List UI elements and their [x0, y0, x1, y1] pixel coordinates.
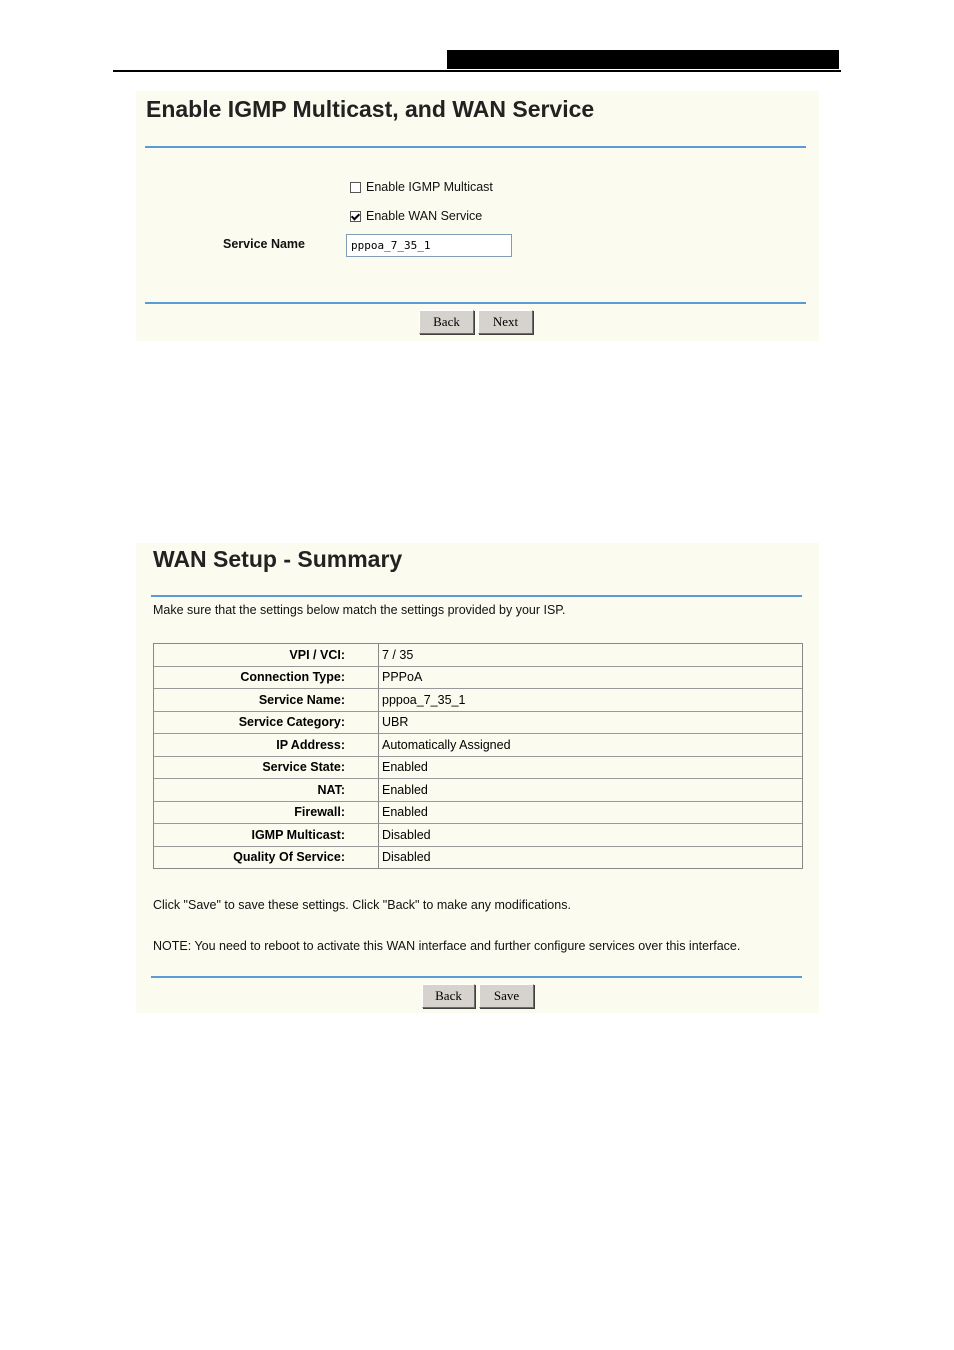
- divider-bottom: [151, 976, 802, 978]
- row-key: Service Name:: [153, 689, 378, 712]
- summary-title: WAN Setup - Summary: [153, 546, 403, 572]
- row-key: Service Category:: [153, 712, 378, 735]
- next-button[interactable]: Next: [478, 310, 533, 334]
- summary-table: [153, 643, 803, 869]
- divider-top: [151, 595, 802, 597]
- row-value: Enabled: [378, 757, 802, 780]
- row-key: NAT:: [153, 779, 378, 802]
- row-value: Disabled: [378, 824, 802, 847]
- igmp-multicast-label: Enable IGMP Multicast: [366, 180, 493, 194]
- row-value: PPPoA: [378, 667, 802, 690]
- header-rule: [113, 70, 841, 72]
- back-button[interactable]: Back: [422, 984, 475, 1008]
- table-row: [153, 757, 802, 780]
- row-key: IP Address:: [153, 734, 378, 757]
- row-value: 7 / 35: [378, 644, 802, 667]
- row-key: Quality Of Service:: [153, 847, 378, 869]
- intro-text: Make sure that the settings below match the settings provided by your ISP.: [153, 603, 566, 617]
- wan-summary-panel: [136, 543, 819, 1013]
- back-button[interactable]: Back: [419, 310, 474, 334]
- row-value: pppoa_7_35_1: [378, 689, 802, 712]
- page-title: Enable IGMP Multicast, and WAN Service: [146, 96, 595, 122]
- table-row: [153, 689, 802, 712]
- row-key: Firewall:: [153, 802, 378, 825]
- service-name-input[interactable]: [346, 234, 512, 257]
- table-row: [153, 847, 802, 869]
- header-bar: [447, 50, 839, 69]
- row-value: Enabled: [378, 779, 802, 802]
- note-text: NOTE: You need to reboot to activate this WAN interface and further configure services over this interface.: [153, 939, 741, 953]
- save-hint-text: Click "Save" to save these settings. Click "Back" to make any modifications.: [153, 898, 571, 912]
- table-row: [153, 734, 802, 757]
- row-key: Connection Type:: [153, 667, 378, 690]
- row-value: Enabled: [378, 802, 802, 825]
- table-row: [153, 824, 802, 847]
- table-row: [153, 779, 802, 802]
- row-value: Disabled: [378, 847, 802, 869]
- wan-service-checkbox[interactable]: [350, 211, 361, 222]
- divider-top: [145, 146, 806, 148]
- table-row: [153, 712, 802, 735]
- row-key: IGMP Multicast:: [153, 824, 378, 847]
- row-key: VPI / VCI:: [153, 644, 378, 667]
- wan-service-option[interactable]: [350, 209, 482, 223]
- row-value: UBR: [378, 712, 802, 735]
- wan-service-label: Enable WAN Service: [366, 209, 483, 223]
- table-row: [153, 644, 802, 667]
- table-row: [153, 667, 802, 690]
- igmp-multicast-checkbox[interactable]: [350, 182, 361, 193]
- table-row: [153, 802, 802, 825]
- save-button[interactable]: Save: [479, 984, 534, 1008]
- row-key: Service State:: [153, 757, 378, 780]
- divider-bottom: [145, 302, 806, 304]
- igmp-multicast-option[interactable]: [350, 180, 493, 194]
- row-value: Automatically Assigned: [378, 734, 802, 757]
- service-name-label: Service Name: [223, 237, 306, 251]
- igmp-wan-panel: [136, 91, 819, 341]
